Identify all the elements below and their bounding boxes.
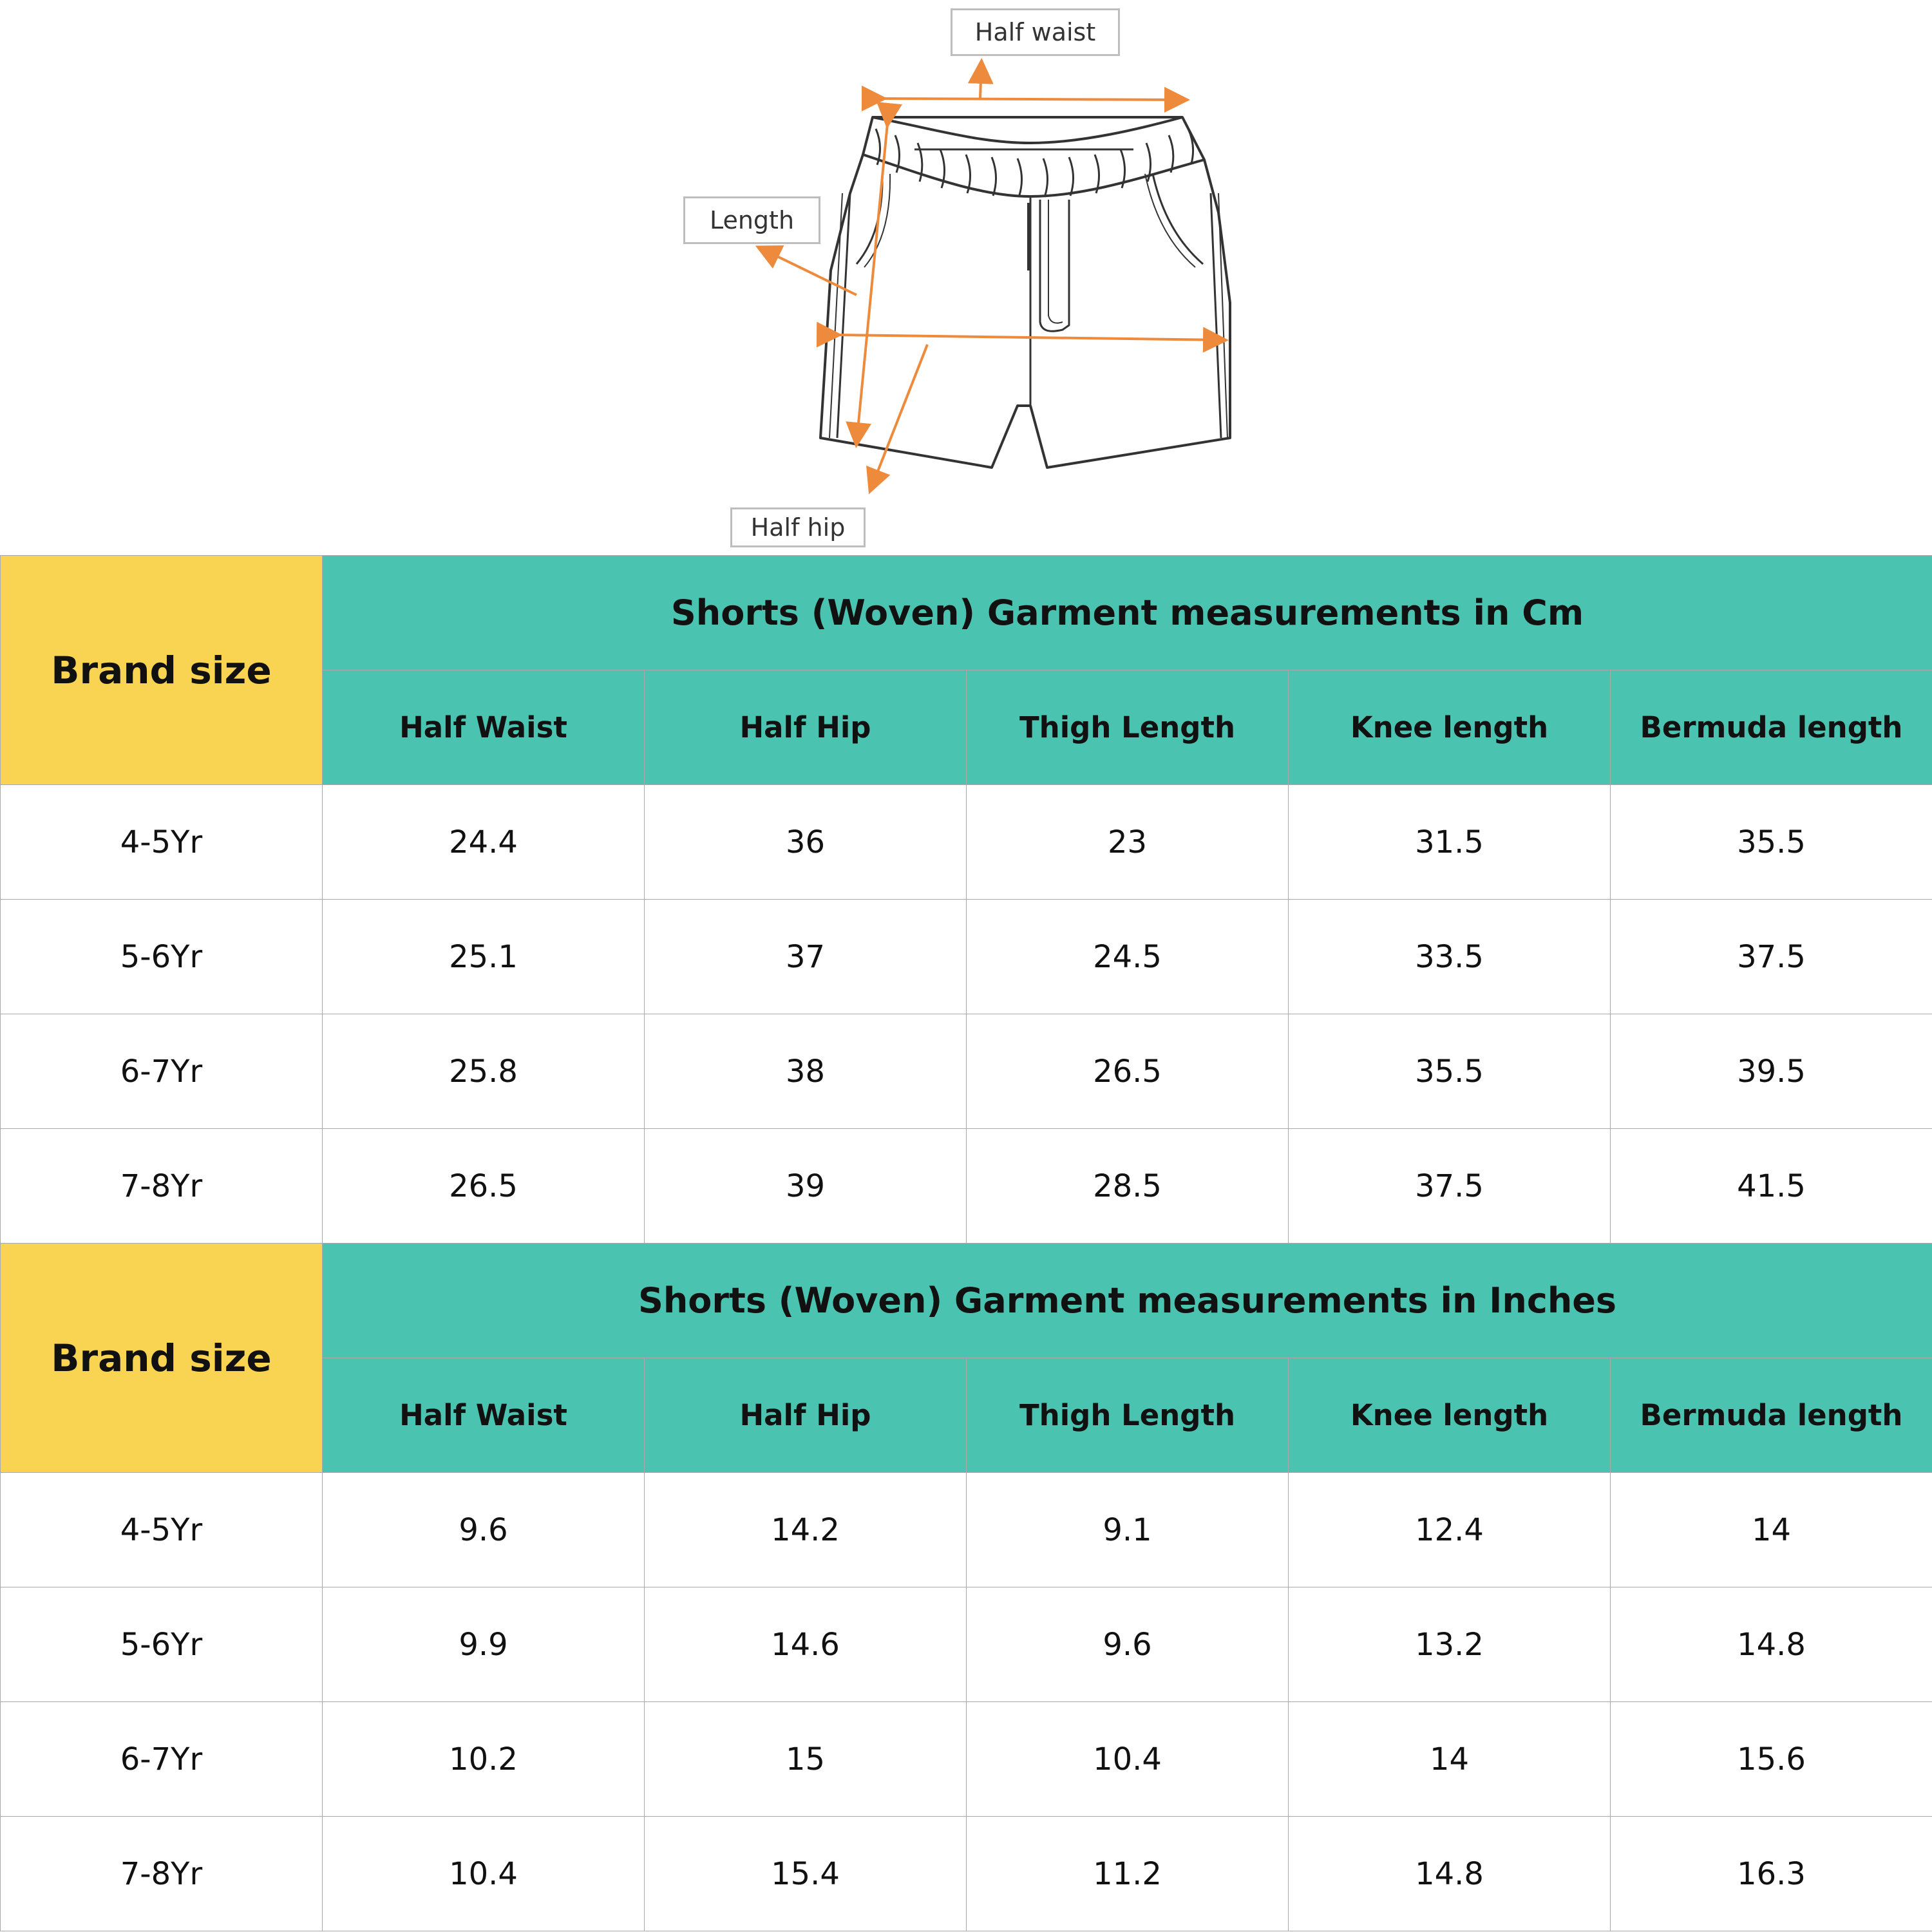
value-cell: 15 xyxy=(645,1702,967,1817)
value-cell: 11.2 xyxy=(967,1817,1289,1931)
table-row xyxy=(1,900,1932,1014)
shorts-illustration xyxy=(0,0,1932,555)
column-header-knee-length: Knee length xyxy=(1289,670,1611,785)
length-callout: Length xyxy=(683,196,820,244)
value-cell: 24.4 xyxy=(323,785,645,900)
column-header-thigh-length: Thigh Length xyxy=(967,1358,1289,1473)
value-cell: 15.4 xyxy=(645,1817,967,1931)
value-cell: 39.5 xyxy=(1611,1014,1932,1129)
value-cell: 15.6 xyxy=(1611,1702,1932,1817)
value-cell: 41.5 xyxy=(1611,1129,1932,1244)
table-row xyxy=(1,1129,1932,1244)
value-cell: 16.3 xyxy=(1611,1817,1932,1931)
value-cell: 37 xyxy=(645,900,967,1014)
value-cell: 14.8 xyxy=(1611,1587,1932,1702)
value-cell: 14 xyxy=(1289,1702,1611,1817)
value-cell: 26.5 xyxy=(967,1014,1289,1129)
column-header-bermuda-length: Bermuda length xyxy=(1611,1358,1932,1473)
column-header-half-hip: Half Hip xyxy=(645,1358,967,1473)
value-cell: 10.2 xyxy=(323,1702,645,1817)
size-cell: 4-5Yr xyxy=(1,1473,323,1587)
value-cell: 26.5 xyxy=(323,1129,645,1244)
table-title: Shorts (Woven) Garment measurements in Inches xyxy=(323,1244,1932,1358)
value-cell: 13.2 xyxy=(1289,1587,1611,1702)
length-leader xyxy=(760,248,857,295)
size-cell: 6-7Yr xyxy=(1,1702,323,1817)
half-hip-callout: Half hip xyxy=(730,507,866,547)
value-cell: 39 xyxy=(645,1129,967,1244)
table-row xyxy=(1,1587,1932,1702)
brand-size-header: Brand size xyxy=(1,556,323,785)
value-cell: 10.4 xyxy=(323,1817,645,1931)
value-cell: 12.4 xyxy=(1289,1473,1611,1587)
value-cell: 24.5 xyxy=(967,900,1289,1014)
size-cell: 7-8Yr xyxy=(1,1129,323,1244)
value-cell: 36 xyxy=(645,785,967,900)
table-title: Shorts (Woven) Garment measurements in Cm xyxy=(323,556,1932,670)
value-cell: 31.5 xyxy=(1289,785,1611,900)
column-header-half-waist: Half Waist xyxy=(323,670,645,785)
value-cell: 35.5 xyxy=(1611,785,1932,900)
value-cell: 38 xyxy=(645,1014,967,1129)
column-header-half-waist: Half Waist xyxy=(323,1358,645,1473)
shorts-diagram xyxy=(0,0,1932,555)
value-cell: 9.1 xyxy=(967,1473,1289,1587)
size-cell: 6-7Yr xyxy=(1,1014,323,1129)
size-cell: 7-8Yr xyxy=(1,1817,323,1931)
value-cell: 9.6 xyxy=(967,1587,1289,1702)
half-waist-arrow xyxy=(882,99,1185,100)
value-cell: 28.5 xyxy=(967,1129,1289,1244)
value-cell: 14 xyxy=(1611,1473,1932,1587)
value-cell: 9.9 xyxy=(323,1587,645,1702)
size-table-inches xyxy=(0,1243,1932,1931)
value-cell: 33.5 xyxy=(1289,900,1611,1014)
length-arrow xyxy=(857,124,887,443)
value-cell: 25.1 xyxy=(323,900,645,1014)
table-row xyxy=(1,1014,1932,1129)
table-row xyxy=(1,1702,1932,1817)
brand-size-header: Brand size xyxy=(1,1244,323,1473)
value-cell: 23 xyxy=(967,785,1289,900)
value-cell: 35.5 xyxy=(1289,1014,1611,1129)
table-row xyxy=(1,1473,1932,1587)
table-row xyxy=(1,785,1932,900)
size-cell: 5-6Yr xyxy=(1,900,323,1014)
half-waist-leader xyxy=(980,63,981,98)
column-header-knee-length: Knee length xyxy=(1289,1358,1611,1473)
value-cell: 9.6 xyxy=(323,1473,645,1587)
column-header-thigh-length: Thigh Length xyxy=(967,670,1289,785)
value-cell: 14.6 xyxy=(645,1587,967,1702)
value-cell: 25.8 xyxy=(323,1014,645,1129)
value-cell: 37.5 xyxy=(1289,1129,1611,1244)
value-cell: 37.5 xyxy=(1611,900,1932,1014)
column-header-half-hip: Half Hip xyxy=(645,670,967,785)
size-cell: 5-6Yr xyxy=(1,1587,323,1702)
value-cell: 10.4 xyxy=(967,1702,1289,1817)
value-cell: 14.2 xyxy=(645,1473,967,1587)
half-hip-leader xyxy=(871,345,927,489)
value-cell: 14.8 xyxy=(1289,1817,1611,1931)
half-waist-callout: Half waist xyxy=(951,8,1120,56)
size-cell: 4-5Yr xyxy=(1,785,323,900)
column-header-bermuda-length: Bermuda length xyxy=(1611,670,1932,785)
size-table-cm xyxy=(0,555,1932,1244)
table-row xyxy=(1,1817,1932,1931)
